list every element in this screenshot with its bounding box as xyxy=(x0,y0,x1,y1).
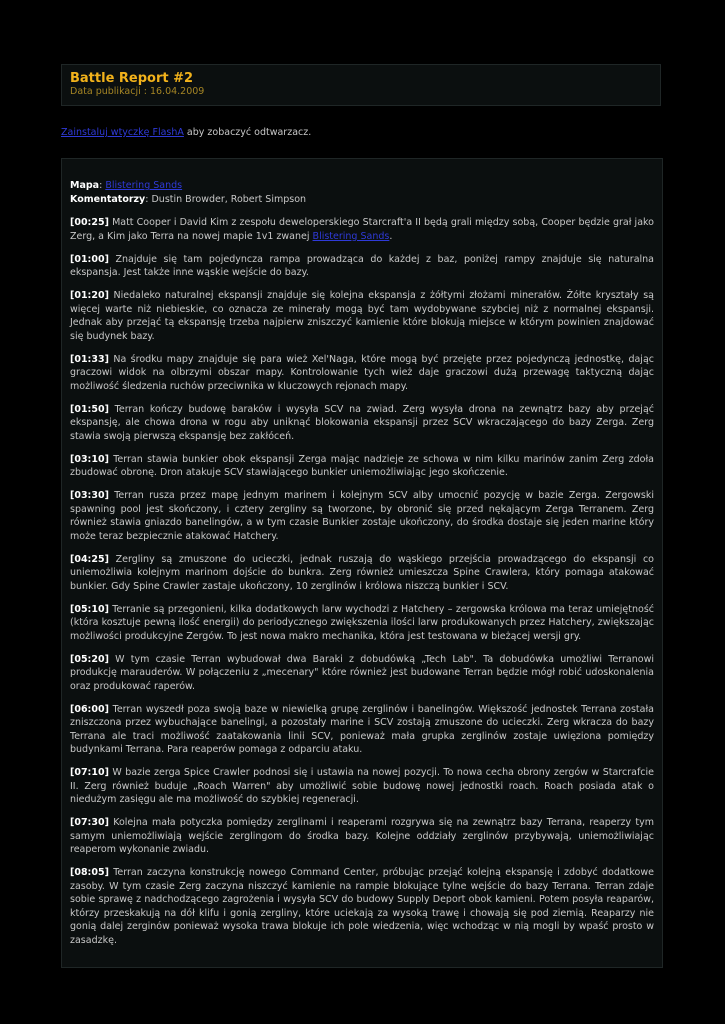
entry-timestamp: [08:05] xyxy=(70,867,109,878)
entry-text: Na środku mapy znajduje się para wież Xel'Naga, które mogą być przejęte przez pojedynczą jednostkę, dając graczowi widok na olbrzymi obszar mapy. Kontrolowanie tych wież daje graczowi dużą przewagę taktyczną dając możliwość śledzenia ruchów przeciwnika w kluczowych rejonach mapy. xyxy=(70,353,654,392)
commentators-value: : Dustin Browder, Robert Simpson xyxy=(145,193,307,205)
entry-text: Terran zaczyna konstrukcję nowego Command Center, próbując przejąć kolejną ekspansję i zdobyć dodatkowe zasoby. W tym czasie Zerg zaczyna niszczyć kamienie na rampie blokujące tylne wejście do bazy Terrana. Terran zdaje sobie sprawę z nadchodzącego zagrożenia i wysyła SCV do budowy Supply Deport obok kamieni. Potem posyła reaparów, którzy przeskakują na dół klifu i gonią zergliny, które uciekają za wysoką trawę i chowają się pod ziemią. Reaparzy nie gonią dalej zerginów ponieważ wysoka trawa blokuje ich pole wiedzenia, więc wchodząc w nią mogli by wpaść prosto w zasadzkę. xyxy=(70,867,654,946)
entry-text: Terran wyszedł poza swoją baze w niewielką grupę zerglinów i banelingów. Większość jednostek Terrana została zniszczona przez wybuchające banelingi, a pozostały marine i SCV zostają zmuszone do ucieczki. Zerg wkracza do bazy Terrana ale traci możliwość zaatakowania linii SCV, ponieważ mała grupka zerglinów zostaje uwięziona pomiędzy budynkami Terrana. Para reaperów pomaga z odparciu ataku. xyxy=(70,703,654,755)
entry-timestamp: [01:33] xyxy=(70,353,109,365)
entry-text-end: . xyxy=(389,230,393,242)
entry-0310 xyxy=(70,453,654,480)
entry-timestamp: [01:50] xyxy=(70,403,109,415)
entry-0425 xyxy=(70,553,654,594)
entry-timestamp: [01:00] xyxy=(70,253,109,265)
entry-text: W bazie zerga Spice Crawler podnosi się i ustawia na nowej pozycji. To nowa cecha obrony zergów w Starcrafcie II. Zerg również buduje „Roach Warren" aby umożliwić sobie budowę nowej jednostki roach. Roach posiada atak o niedużym zasięgu ale ma możliwość do szybkiej regeneracji. xyxy=(70,767,654,805)
entry-text: W tym czasie Terran wybudował dwa Baraki z dobudówką „Tech Lab". Ta dobudówka umożliwi Terranowi produkcję marauderów. W połączeniu z „mecenary" które również jest budowane Terran będzie mógł robić udoskonalenia oraz produkować raperów. xyxy=(70,653,654,692)
map-label: Mapa xyxy=(70,180,100,191)
install-flash-link[interactable]: Zainstaluj wtyczkę FlashA xyxy=(61,127,184,138)
flash-notice xyxy=(61,127,311,138)
entry-0120 xyxy=(70,289,654,343)
entry-timestamp: [07:30] xyxy=(70,817,109,828)
entry-text: Niedaleko naturalnej ekspansji znajduje się kolejna ekspansja z żółtymi złożami minerałów. Żółte kryształy są więcej warte niż niebieskie, co oznacza ze minerały mogą być tam wydobywane szybciej niż z normalnej ekspansji. Jednak aby przejąć tą ekspansję trzeba najpierw zniszczyć kamienie które blokują miejsce w którym powinien znajdować się budynek bazy. xyxy=(70,290,654,342)
report-content xyxy=(61,158,663,968)
entry-0150 xyxy=(70,403,654,444)
commentators-label: Komentatorzy xyxy=(70,193,146,205)
entry-0805 xyxy=(70,866,654,947)
entry-text: Znajduje się tam pojedyncza rampa prowadząca do każdej z baz, poniżej rampy znajduje się naturalna ekspansja. Jest także inne wąskie wejście do bazy. xyxy=(70,253,654,278)
entry-timestamp: [04:25] xyxy=(70,553,109,565)
entry-0600 xyxy=(70,703,654,757)
map-link[interactable]: Blistering Sands xyxy=(105,180,183,191)
entry-timestamp: [05:20] xyxy=(70,653,109,665)
entry-0330 xyxy=(70,489,654,543)
entry-0520 xyxy=(70,653,654,694)
entry-timestamp: [07:10] xyxy=(70,767,109,778)
entry-text: Kolejna mała potyczka pomiędzy zerglinami i reaperami rozgrywa się na zewnątrz bazy Terrana, reaperzy tym samym uniemożliwiają wejście zerglingom do środka bazy. Kolejne oddziały zerglinów przybywają, uniemożliwiając reaperom wykonanie zwiadu. xyxy=(70,817,654,855)
flash-notice-text: aby zobaczyć odtwarzacz. xyxy=(183,127,312,138)
entry-timestamp: [06:00] xyxy=(70,703,109,715)
publish-date: Data publikacji : 16.04.2009 xyxy=(70,86,205,97)
entry-text: Terran rusza przez mapę jednym marinem i kolejnym SCV alby umocnić pozycję w bazie Zerga. Zergowski spawning pool jest skończony, i cztery zergliny są tworzone, by obronić się przed nękającym Zerga Terranem. Zerg również stawia gniazdo banelingów, a w tym czasie Bunkier zostaje ukończony, do środka dostaje się jeden marine który może teraz bezpiecznie atakować Hatchery. xyxy=(70,490,654,542)
map-link-inline[interactable]: Blistering Sands xyxy=(312,230,390,242)
entry-text: Terran kończy budowę baraków i wysyła SCV na zwiad. Zerg wysyła drona na zewnątrz bazy aby przejąć ekspansję, ale chowa drona w rogu aby uniknąć blokowania ekspansji przez SCV wkraczającego do bazy Zerga. Zerg stawia swoją pierwszą ekspansję bez zakłóceń. xyxy=(70,403,654,442)
entry-0730 xyxy=(70,816,654,857)
entry-timestamp: [00:25] xyxy=(70,217,109,228)
entry-timestamp: [05:10] xyxy=(70,603,109,615)
report-header xyxy=(61,64,661,106)
entry-timestamp: [03:10] xyxy=(70,453,109,465)
entry-0510 xyxy=(70,603,654,644)
entry-timestamp: [03:30] xyxy=(70,490,109,501)
entry-text: Matt Cooper i David Kim z zespołu deweloperskiego Starcraft'a II będą grali między sobą, Cooper będzie grał jako Zerg, a Kim jako Terra na nowej mapie 1v1 zwanej xyxy=(70,217,654,242)
entry-0133 xyxy=(70,353,654,394)
page-title: Battle Report #2 xyxy=(70,71,194,86)
entry-text: Terranie są przegonieni, kilka dodatkowych larw wychodzi z Hatchery – zergowska królowa ma teraz umiejętność (która kosztuje pewną ilość energii) do periodycznego zwiększenia ilości larw produkowanych przez Hatchery, zwiększając możliwości produkcyjne Zergów. To jest nowa makro mechanika, która jest testowana w bieżącej wersji gry. xyxy=(70,603,654,642)
entry-text: Zergliny są zmuszone do ucieczki, jednak ruszają do wąskiego przejścia prowadzącego do ekspansji co uniemożliwia kolejnym marinom dojście do bunkra. Zerg również umieszcza Spine Crawlera, który pomaga atakować bunkier. Gdy Spine Crawler zastaje ukończony, 10 zerglinów i królowa niszczą bunkier i SCV. xyxy=(70,553,654,592)
commentators-line xyxy=(70,193,654,207)
map-line: Mapa: Blistering Sands xyxy=(70,180,183,191)
entry-0710 xyxy=(70,766,654,807)
entry-0100 xyxy=(70,253,654,280)
entry-0025 xyxy=(70,216,654,243)
entry-text: Terran stawia bunkier obok ekspansji Zerga mając nadzieje ze schowa w nim kilku marinów zanim Zerg zdoła zbudować obronę. Dron atakuje SCV stawiającego bunkier uniemożliwiając jego skończenie. xyxy=(70,453,654,478)
entry-timestamp: [01:20] xyxy=(70,290,109,301)
